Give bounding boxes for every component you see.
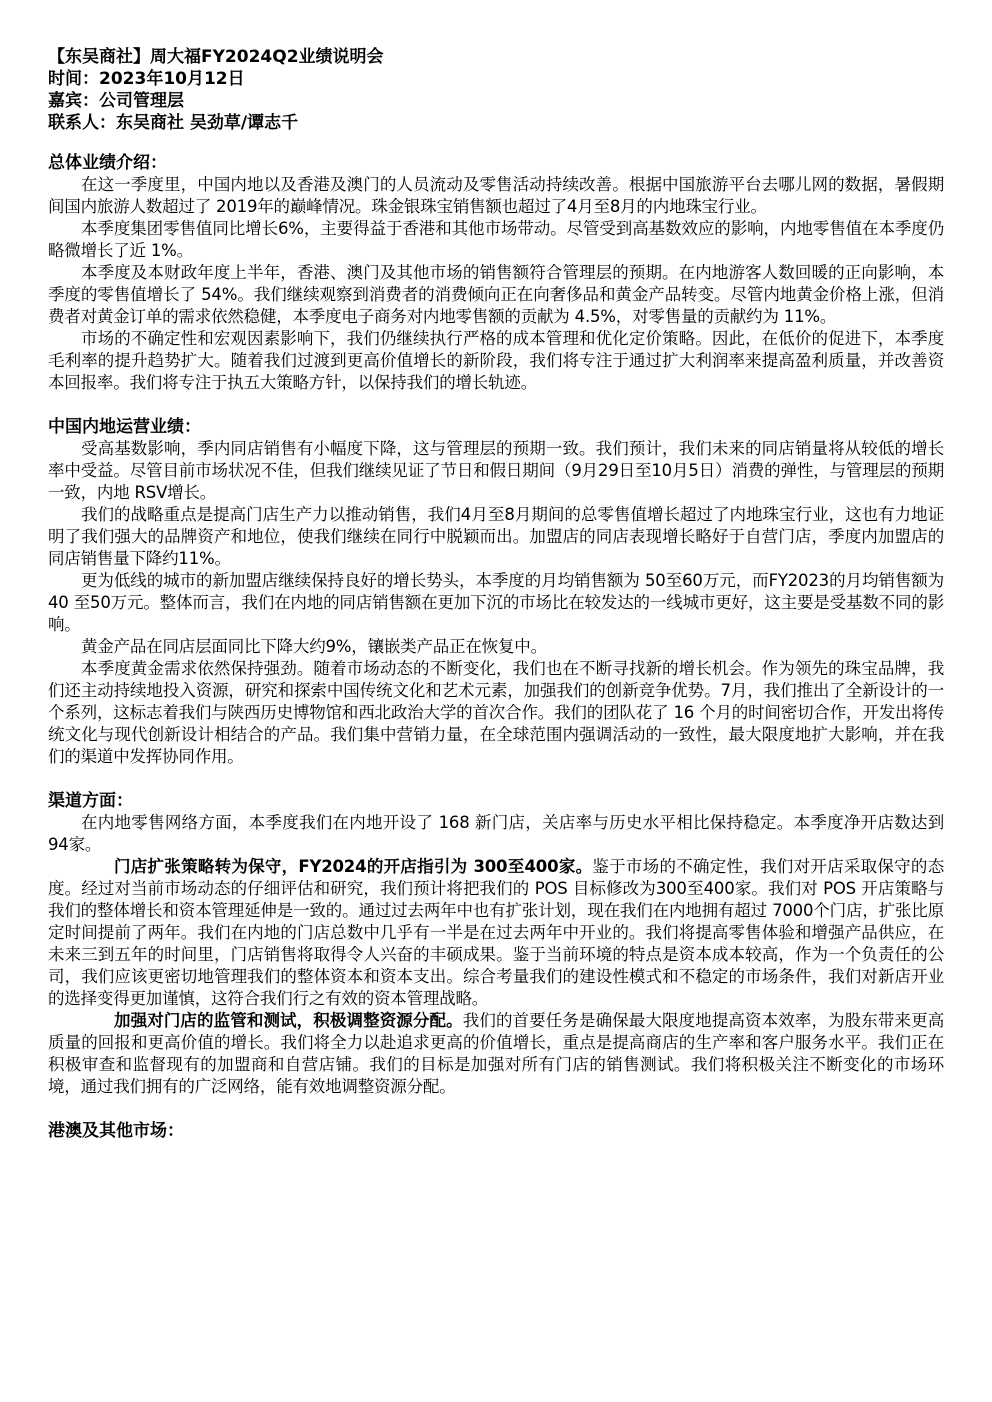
paragraph: 受高基数影响，季内同店销售有小幅度下降，这与管理层的预期一致。我们预计，我们未来的同店销量将从较低的增长率中受益。尽管目前市场状况不佳，但我们继续见证了节日和假日期间（9月29日至10月5日）消费的弹性，与管理层的预期一致，内地 RSV增长。	[48, 439, 944, 502]
paragraph: 更为低线的城市的新加盟店继续保持良好的增长势头，本季度的月均销售额为 50至60万元，而FY2023的月均销售额为 40 至50万元。整体而言，我们在内地的同店销售额在更加下沉的市场比在较发达的一线城市更好，这主要是受基数不同的影响。	[48, 571, 944, 634]
document-page	[48, 46, 944, 1142]
paragraph: 在这一季度里，中国内地以及香港及澳门的人员流动及零售活动持续改善。根据中国旅游平台去哪儿网的数据，暑假期间国内旅游人数超过了 2019年的巅峰情况。珠金银珠宝销售额也超过了4月至8月的内地珠宝行业。	[48, 175, 944, 216]
bold-lead: 加强对门店的监管和测试，积极调整资源分配。	[114, 1011, 463, 1030]
paragraph: 我们的战略重点是提高门店生产力以推动销售，我们4月至8月期间的总零售值增长超过了内地珠宝行业，这也有力地证明了我们强大的品牌资产和地位，使我们继续在同行中脱颖而出。加盟店的同店表现增长略好于自营门店，季度内加盟店的同店销售量下降约11%。	[48, 505, 944, 568]
meeting-guest: 嘉宾：公司管理层	[48, 91, 184, 111]
paragraph: 本季度黄金需求依然保持强劲。随着市场动态的不断变化，我们也在不断寻找新的增长机会。作为领先的珠宝品牌，我们还主动持续地投入资源，研究和探索中国传统文化和艺术元素，加强我们的创新竞争优势。7月，我们推出了全新设计的一个系列，这标志着我们与陕西历史博物馆和西北政治大学的首次合作。我们的团队花了 16 个月的时间密切合作，开发出将传统文化与现代创新设计相结合的产品。我们集中营销力量，在全球范围内强调活动的一致性，最大限度地扩大影响，并在我们的渠道中发挥协同作用。	[48, 659, 944, 766]
bold-lead: 门店扩张策略转为保守，FY2024的开店指引为 300至400家。	[114, 857, 593, 876]
paragraph: 本季度集团零售值同比增长6%，主要得益于香港和其他市场带动。尽管受到高基数效应的影响，内地零售值在本季度仍略微增长了近 1%。	[48, 219, 944, 260]
section-title-hk-macau: 港澳及其他市场：	[48, 1121, 184, 1141]
paragraph: 市场的不确定性和宏观因素影响下，我们仍继续执行严格的成本管理和优化定价策略。因此，在低价的促进下，本季度毛利率的提升趋势扩大。随着我们过渡到更高价值增长的新阶段，我们将专注于通过扩大利润率来提高盈利质量，并改善资本回报率。我们将专注于执五大策略方针，以保持我们的增长轨迹。	[48, 329, 944, 392]
paragraph	[48, 1010, 944, 1098]
paragraph	[48, 856, 944, 1010]
section-channel	[48, 790, 944, 1098]
meeting-time: 时间：2023年10月12日	[48, 69, 245, 89]
section-mainland	[48, 416, 944, 768]
paragraph: 本季度及本财政年度上半年，香港、澳门及其他市场的销售额符合管理层的预期。在内地游客人数回暖的正向影响，本季度的零售值增长了 54%。我们继续观察到消费者的消费倾向正在向奢侈品和黄金产品转变。尽管内地黄金价格上涨，但消费者对黄金订单的需求依然稳健，本季度电子商务对内地零售额的贡献为 4.5%，对零售量的贡献约为 11%。	[48, 263, 944, 326]
paragraph: 在内地零售网络方面，本季度我们在内地开设了 168 新门店，关店率与历史水平相比保持稳定。本季度净开店数达到 94家。	[48, 813, 944, 854]
paragraph-text: 鉴于市场的不确定性，我们对开店采取保守的态度。经过对当前市场动态的仔细评估和研究，我们预计将把我们的 POS 目标修改为300至400家。我们对 POS 开店策略与我们的整体增长和资本管理延伸是一致的。通过过去两年中也有扩张计划，现在我们在内地拥有超过 7000个门店，扩张比原定时间提前了两年。我们在内地的门店总数中几乎有一半是在过去两年中开业的。我们将提高零售体验和增强产品供应，在未来三到五年的时间里，门店销售将取得令人兴奋的丰硕成果。鉴于当前环境的特点是资本成本较高，作为一个负责任的公司，我们应该更密切地管理我们的整体资本和资本支出。综合考量我们的建设性模式和不稳定的市场条件，我们对新店开业的选择变得更加谨慎，这符合我们行之有效的资本管理战略。	[48, 857, 945, 1008]
section-overall	[48, 152, 944, 394]
section-title-overall: 总体业绩介绍：	[48, 153, 167, 173]
section-title-channel: 渠道方面：	[48, 791, 133, 811]
contact-person: 联系人：东吴商社 吴劲草/谭志千	[48, 113, 299, 133]
section-hk-macau	[48, 1120, 944, 1142]
paragraph: 黄金产品在同店层面同比下降大约9%，镶嵌类产品正在恢复中。	[81, 637, 547, 656]
paragraph-text: 我们的首要任务是确保最大限度地提高资本效率，为股东带来更高质量的回报和更高价值的增长。我们将全力以赴追求更高的价值增长，重点是提高商店的生产率和客户服务水平。我们正在积极审查和监督现有的加盟商和自营店铺。我们的目标是加强对所有门店的销售测试。我们将积极关注不断变化的市场环境，通过我们拥有的广泛网络，能有效地调整资源分配。	[48, 1011, 944, 1096]
document-header	[48, 46, 944, 134]
section-title-mainland: 中国内地运营业绩：	[48, 417, 201, 437]
document-title: 【东吴商社】周大福FY2024Q2业绩说明会	[48, 47, 384, 67]
